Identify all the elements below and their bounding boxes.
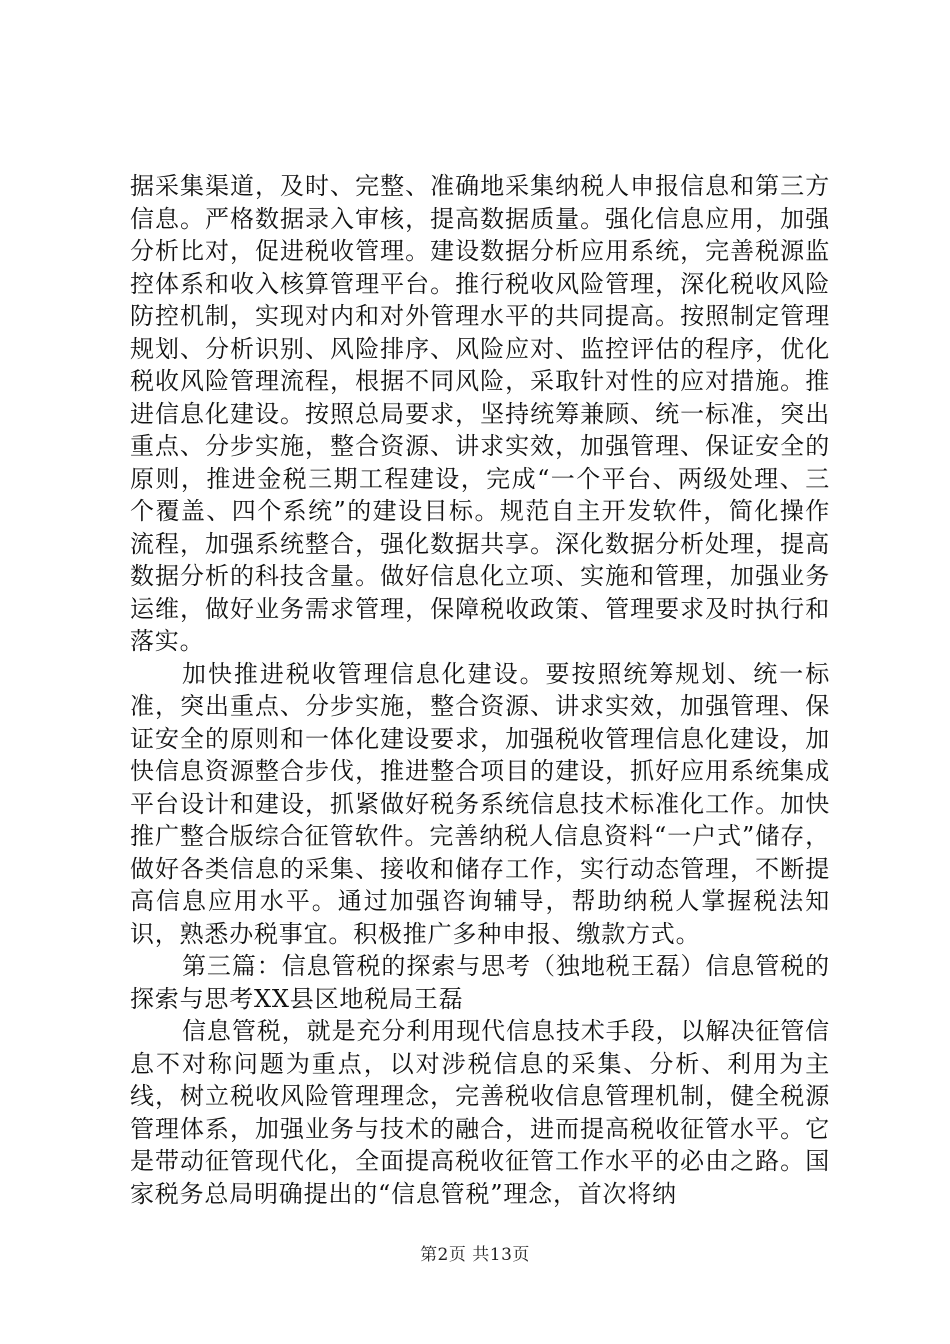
paragraph-data-collection: 据采集渠道，及时、完整、准确地采集纳税人申报信息和第三方信息。严格数据录入审核，提高数据质量。强化信息应用，加强分析比对，促进税收管理。建设数据分析应用系统，完善税源监控体系和收入核算管理平台。推行税收风险管理，深化税收风险防控机制，实现对内和对外管理水平的共同提高。按照制定管理规划、分析识别、风险排序、风险应对、监控评估的程序，优化税收风险管理流程，根据不同风险，采取针对性的应对措施。推进信息化建设。按照总局要求，坚持统筹兼顾、统一标准，突出重点、分步实施，整合资源、讲求实效，加强管理、保证安全的原则，推进金税三期工程建设，完成“一个平台、两级处理、三个覆盖、四个系统”的建设目标。规范自主开发软件，简化操作流程，加强系统整合，强化数据共享。深化数据分析处理，提高数据分析的科技含量。做好信息化立项、实施和管理，加强业务运维，做好业务需求管理，保障税收政策、管理要求及时执行和落实。 bbox=[130, 172, 830, 655]
section-heading-part-three: 第三篇：信息管税的探索与思考（独地税王磊）信息管税的探索与思考XX县区地税局王磊 bbox=[130, 952, 830, 1013]
document-body bbox=[130, 170, 830, 1210]
paragraph-informatization: 加快推进税收管理信息化建设。要按照统筹规划、统一标准，突出重点、分步实施，整合资源、讲求实效，加强管理、保证安全的原则和一体化建设要求，加强税收管理信息化建设，加快信息资源整合步伐，推进整合项目的建设，抓好应用系统集成平台设计和建设，抓紧做好税务系统信息技术标准化工作。加快推广整合版综合征管软件。完善纳税人信息资料“一户式”储存，做好各类信息的采集、接收和储存工作，实行动态管理，不断提高信息应用水平。通过加强咨询辅导，帮助纳税人掌握税法知识，熟悉办税事宜。积极推广多种申报、缴款方式。 bbox=[130, 659, 830, 948]
paragraph-information-tax-management: 信息管税，就是充分利用现代信息技术手段，以解决征管信息不对称问题为重点，以对涉税信息的采集、分析、利用为主线，树立税收风险管理理念，完善税收信息管理机制，健全税源管理体系，加强业务与技术的融合，进而提高税收征管水平。它是带动征管现代化，全面提高税收征管工作水平的必由之路。国家税务总局明确提出的“信息管税”理念，首次将纳 bbox=[130, 1017, 830, 1208]
page-number-footer: 第2页 共13页 bbox=[420, 1245, 530, 1265]
